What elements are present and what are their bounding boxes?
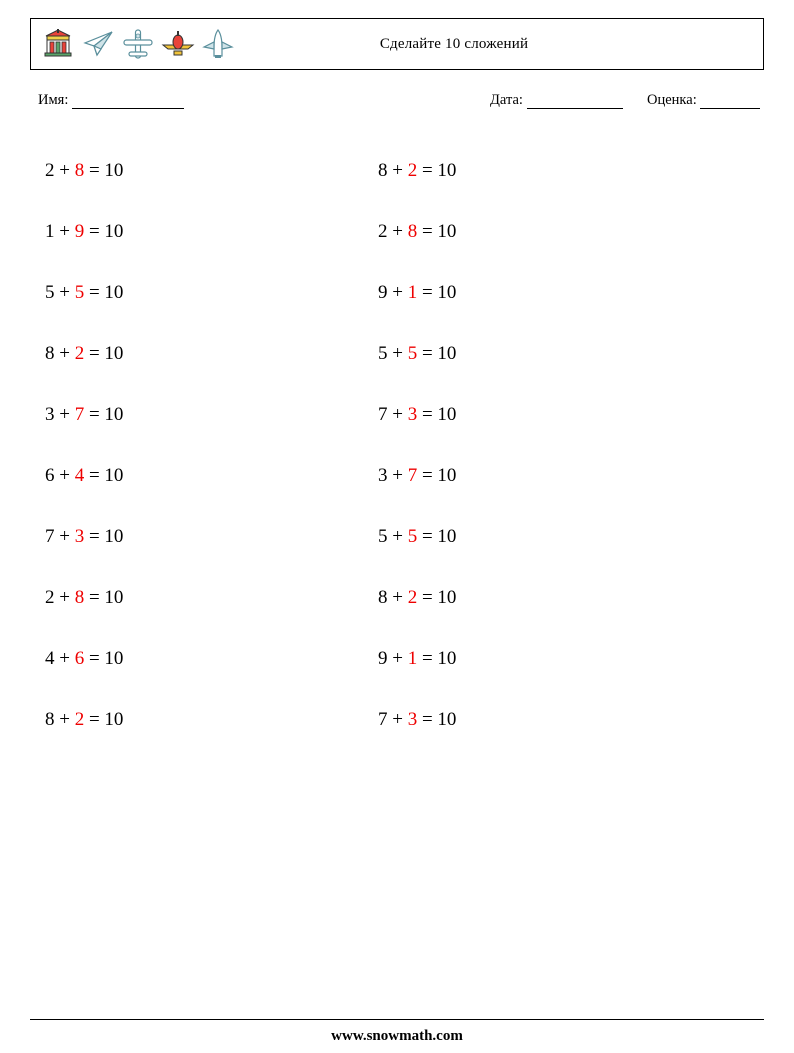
problem-row bbox=[45, 445, 123, 506]
footer-website[interactable]: www.snowmath.com bbox=[331, 1028, 463, 1044]
problem-operand-a: 7 + bbox=[378, 404, 408, 425]
problem-column-left bbox=[45, 140, 123, 750]
problem-column-right bbox=[378, 140, 456, 750]
problem-row bbox=[378, 567, 456, 628]
problem-operand-a: 9 + bbox=[378, 282, 408, 303]
problem-answer: 8 bbox=[407, 221, 418, 242]
problem-result: = 10 bbox=[84, 587, 124, 608]
problem-answer: 2 bbox=[407, 160, 418, 181]
problem-answer: 5 bbox=[407, 526, 418, 547]
problem-operand-a: 2 + bbox=[45, 587, 75, 608]
problem-answer: 2 bbox=[407, 587, 418, 608]
problem-result: = 10 bbox=[84, 465, 124, 486]
problem-result: = 10 bbox=[417, 404, 457, 425]
problem-row bbox=[45, 201, 123, 262]
problem-operand-a: 5 + bbox=[45, 282, 75, 303]
problem-operand-a: 8 + bbox=[378, 160, 408, 181]
problem-row bbox=[378, 201, 456, 262]
problem-row bbox=[378, 323, 456, 384]
problem-row bbox=[378, 506, 456, 567]
problem-answer: 3 bbox=[407, 404, 418, 425]
problem-operand-a: 8 + bbox=[45, 709, 75, 730]
problem-result: = 10 bbox=[417, 160, 457, 181]
problem-operand-a: 1 + bbox=[45, 221, 75, 242]
problem-result: = 10 bbox=[417, 526, 457, 547]
problem-operand-a: 5 + bbox=[378, 343, 408, 364]
student-info-row bbox=[38, 92, 764, 112]
problem-row bbox=[45, 567, 123, 628]
score-field-group bbox=[647, 92, 760, 109]
problem-row bbox=[378, 689, 456, 750]
worksheet-header bbox=[30, 18, 764, 70]
problem-row bbox=[45, 140, 123, 201]
problem-operand-a: 3 + bbox=[378, 465, 408, 486]
problem-operand-a: 3 + bbox=[45, 404, 75, 425]
problem-answer: 8 bbox=[74, 587, 85, 608]
problem-result: = 10 bbox=[417, 648, 457, 669]
problem-result: = 10 bbox=[84, 221, 124, 242]
date-field-group bbox=[490, 92, 623, 109]
airplane-front-view-icon bbox=[161, 27, 195, 61]
problem-answer: 3 bbox=[407, 709, 418, 730]
problem-answer: 6 bbox=[74, 648, 85, 669]
problem-result: = 10 bbox=[417, 587, 457, 608]
name-input-line[interactable] bbox=[72, 95, 184, 109]
problem-result: = 10 bbox=[84, 404, 124, 425]
problem-result: = 10 bbox=[84, 282, 124, 303]
problem-result: = 10 bbox=[417, 465, 457, 486]
problem-row bbox=[378, 628, 456, 689]
problem-answer: 3 bbox=[74, 526, 85, 547]
problem-row bbox=[45, 506, 123, 567]
problem-row bbox=[45, 384, 123, 445]
problem-operand-a: 2 + bbox=[45, 160, 75, 181]
score-label: Оценка: bbox=[647, 92, 697, 108]
problem-operand-a: 6 + bbox=[45, 465, 75, 486]
problem-row bbox=[45, 262, 123, 323]
airplane-side-view-icon bbox=[201, 27, 235, 61]
problem-operand-a: 7 + bbox=[45, 526, 75, 547]
footer-divider bbox=[30, 1019, 764, 1020]
problem-answer: 5 bbox=[407, 343, 418, 364]
problem-operand-a: 4 + bbox=[45, 648, 75, 669]
problem-answer: 7 bbox=[74, 404, 85, 425]
problem-row bbox=[45, 628, 123, 689]
page-title: Сделайте 10 сложений bbox=[379, 35, 529, 52]
problem-result: = 10 bbox=[84, 160, 124, 181]
problem-answer: 2 bbox=[74, 343, 85, 364]
score-input-line[interactable] bbox=[700, 95, 760, 109]
problem-operand-a: 7 + bbox=[378, 709, 408, 730]
airplane-top-view-icon bbox=[121, 27, 155, 61]
date-label: Дата: bbox=[490, 92, 523, 108]
problem-result: = 10 bbox=[84, 343, 124, 364]
problem-operand-a: 8 + bbox=[378, 587, 408, 608]
problem-operand-a: 5 + bbox=[378, 526, 408, 547]
problem-result: = 10 bbox=[84, 709, 124, 730]
problem-operand-a: 2 + bbox=[378, 221, 408, 242]
problem-operand-a: 8 + bbox=[45, 343, 75, 364]
problem-row bbox=[45, 323, 123, 384]
problem-row bbox=[378, 262, 456, 323]
carousel-icon bbox=[41, 27, 75, 61]
problem-answer: 2 bbox=[74, 709, 85, 730]
problem-result: = 10 bbox=[417, 343, 457, 364]
problem-answer: 7 bbox=[407, 465, 418, 486]
problem-answer: 9 bbox=[74, 221, 85, 242]
problem-result: = 10 bbox=[417, 709, 457, 730]
paper-plane-icon bbox=[81, 27, 115, 61]
problem-row bbox=[45, 689, 123, 750]
problem-answer: 5 bbox=[74, 282, 85, 303]
problem-row bbox=[378, 445, 456, 506]
problem-row bbox=[378, 140, 456, 201]
date-input-line[interactable] bbox=[527, 95, 623, 109]
problem-answer: 4 bbox=[74, 465, 85, 486]
problem-answer: 8 bbox=[74, 160, 85, 181]
problem-result: = 10 bbox=[84, 526, 124, 547]
name-label: Имя: bbox=[38, 92, 69, 108]
problem-answer: 1 bbox=[407, 282, 418, 303]
problem-result: = 10 bbox=[84, 648, 124, 669]
problem-operand-a: 9 + bbox=[378, 648, 408, 669]
problem-answer: 1 bbox=[407, 648, 418, 669]
problem-row bbox=[378, 384, 456, 445]
problem-result: = 10 bbox=[417, 282, 457, 303]
name-field-group bbox=[38, 92, 184, 109]
header-icon-group bbox=[31, 19, 235, 69]
problem-result: = 10 bbox=[417, 221, 457, 242]
